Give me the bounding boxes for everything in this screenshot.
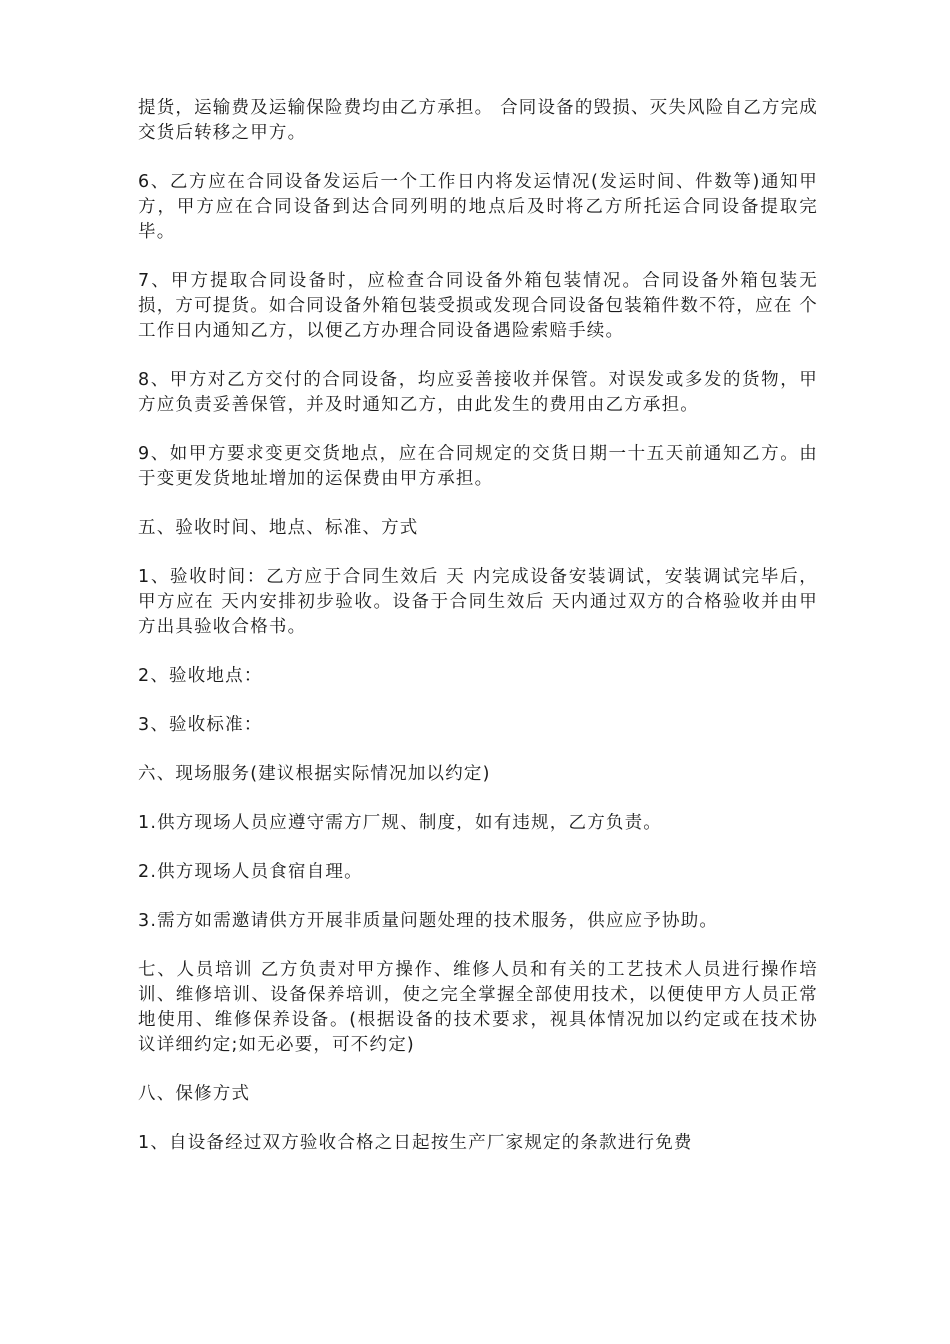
paragraph-warranty-1: 1、自设备经过双方验收合格之日起按生产厂家规定的条款进行免费 <box>138 1133 693 1153</box>
section-heading-acceptance: 五、验收时间、地点、标准、方式 <box>138 518 419 538</box>
paragraph-clause-9: 9、如甲方要求变更交货地点，应在合同规定的交货日期一十五天前通知乙方。由于变更发货地址增加的运保费由甲方承担。 <box>138 444 818 489</box>
paragraph-delivery-risk: 提货，运输费及运输保险费均由乙方承担。 合同设备的毁损、灭失风险自乙方完成交货后转移之甲方。 <box>138 98 818 143</box>
document-body <box>138 96 818 1180</box>
paragraph-acceptance-standard: 3、验收标准： <box>138 715 263 735</box>
paragraph-clause-7: 7、甲方提取合同设备时，应检查合同设备外箱包装情况。合同设备外箱包装无损，方可提货。如合同设备外箱包装受损或发现合同设备包装箱件数不符，应在 个工作日内通知乙方，以便乙方办理合同设备遇险索赔手续。 <box>138 271 818 341</box>
paragraph-acceptance-time: 1、验收时间：乙方应于合同生效后 天 内完成设备安装调试，安装调试完毕后，甲方应在 天内安排初步验收。设备于合同生效后 天内通过双方的合格验收并由甲方出具验收合格书。 <box>138 567 818 637</box>
paragraph-clause-8: 8、甲方对乙方交付的合同设备，均应妥善接收并保管。对误发或多发的货物，甲方应负责妥善保管，并及时通知乙方，由此发生的费用由乙方承担。 <box>138 370 818 415</box>
section-training: 七、人员培训 乙方负责对甲方操作、维修人员和有关的工艺技术人员进行操作培训、维修培训、设备保养培训，使之完全掌握全部使用技术，以便使甲方人员正常地使用、维修保养设备。(根据设备的技术要求，视具体情况加以约定或在技术协议详细约定;如无必要，可不约定) <box>138 960 818 1055</box>
section-heading-warranty: 八、保修方式 <box>138 1084 251 1104</box>
paragraph-service-1: 1.供方现场人员应遵守需方厂规、制度，如有违规，乙方负责。 <box>138 813 662 833</box>
paragraph-acceptance-location: 2、验收地点： <box>138 666 263 686</box>
paragraph-clause-6: 6、乙方应在合同设备发运后一个工作日内将发运情况(发运时间、件数等)通知甲方，甲方应在合同设备到达合同列明的地点后及时将乙方所托运合同设备提取完毕。 <box>138 172 818 242</box>
paragraph-service-3: 3.需方如需邀请供方开展非质量问题处理的技术服务，供应应予协助。 <box>138 911 719 931</box>
paragraph-service-2: 2.供方现场人员食宿自理。 <box>138 862 363 882</box>
section-heading-onsite-service: 六、现场服务(建议根据实际情况加以约定) <box>138 764 491 784</box>
